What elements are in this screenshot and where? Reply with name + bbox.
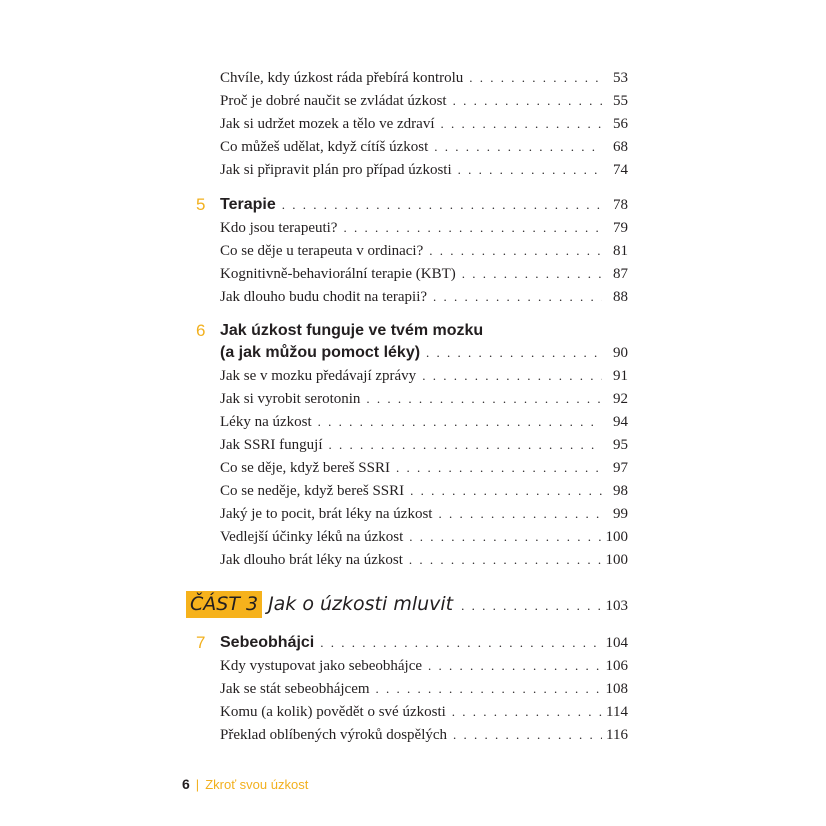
toc-entry	[220, 365, 628, 387]
toc-entry-title: Kdy vystupovat jako sebeobhájce	[220, 658, 423, 674]
toc-entry-title: Jaký je to pocit, brát léky na úzkost	[220, 506, 433, 522]
part-page: 103	[605, 598, 628, 614]
part-title: Jak o úzkosti mluvit	[268, 593, 454, 615]
dot-leader	[282, 194, 602, 216]
dot-leader	[428, 655, 601, 677]
dot-leader	[343, 217, 602, 239]
toc-entry	[220, 263, 628, 285]
dot-leader	[320, 632, 601, 654]
toc-entry	[220, 217, 628, 239]
dot-leader	[453, 724, 602, 746]
toc-entry-title: Léky na úzkost	[220, 414, 312, 430]
toc-entry-title: Vedlejší účinky léků na úzkost	[220, 529, 404, 545]
toc-entry	[220, 724, 628, 746]
toc-entry	[220, 136, 628, 158]
dot-leader	[422, 365, 602, 387]
chapter-title: Jak úzkost funguje ve tvém mozku	[220, 322, 484, 339]
toc-entry-page: 108	[605, 681, 628, 697]
dot-leader	[461, 598, 601, 614]
book-title: Zkroť svou úzkost	[205, 776, 309, 792]
part-heading	[186, 591, 628, 621]
toc-entry	[220, 678, 628, 700]
toc-entry	[220, 159, 628, 181]
toc-entry-page: 116	[606, 727, 628, 743]
toc-entry-page: 88	[613, 289, 628, 305]
dot-leader	[462, 263, 602, 285]
toc-entry	[220, 67, 628, 89]
toc-entry-title: Kdo jsou terapeuti?	[220, 220, 338, 236]
toc-entry	[220, 549, 628, 571]
dot-leader	[376, 678, 602, 700]
dot-leader	[318, 411, 602, 433]
toc-entry-page: 106	[605, 658, 628, 674]
toc-entry-title: Jak se v mozku předávají zprávy	[220, 368, 417, 384]
chapter-number: 5	[196, 195, 206, 214]
dot-leader	[410, 480, 602, 502]
toc-entry	[220, 240, 628, 262]
toc-entry	[220, 457, 628, 479]
toc-entry-title: Jak dlouho budu chodit na terapii?	[220, 289, 428, 305]
toc-entry-title: Co se neděje, když bereš SSRI	[220, 483, 405, 499]
toc-entry	[220, 286, 628, 308]
toc-entry-title: Komu (a kolik) povědět o své úzkosti	[220, 704, 446, 720]
toc-entry-page: 98	[613, 483, 628, 499]
toc-entry-title: Co se děje u terapeuta v ordinaci?	[220, 243, 424, 259]
dot-leader	[458, 159, 602, 181]
chapter-title: Sebeobhájci	[220, 634, 315, 651]
dot-leader	[433, 286, 602, 308]
toc-entry	[220, 526, 628, 548]
part-badge: ČÁST 3	[186, 591, 262, 618]
page-footer	[182, 776, 308, 792]
chapter-title: Terapie	[220, 196, 276, 213]
chapter-page: 78	[613, 197, 628, 213]
footer-separator: |	[195, 776, 200, 792]
toc-entry-title: Co můžeš udělat, když cítíš úzkost	[220, 139, 429, 155]
toc-entry-page: 100	[605, 552, 628, 568]
dot-leader	[434, 136, 602, 158]
dot-leader	[429, 240, 602, 262]
toc-entry-title: Překlad oblíbených výroků dospělých	[220, 727, 448, 743]
toc-entry-title: Proč je dobré naučit se zvládat úzkost	[220, 93, 447, 109]
dot-leader	[469, 67, 602, 89]
page-number: 6	[182, 776, 190, 792]
dot-leader	[453, 90, 602, 112]
chapter-number: 6	[196, 321, 206, 340]
toc-entry-page: 100	[605, 529, 628, 545]
toc-entry-page: 91	[613, 368, 628, 384]
chapter-page: 90	[613, 345, 628, 361]
chapter-heading	[220, 194, 628, 216]
toc-entry	[220, 655, 628, 677]
dot-leader	[329, 434, 602, 456]
chapter-title: (a jak můžou pomoct léky)	[220, 344, 421, 361]
toc-entry-title: Jak se stát sebeobhájcem	[220, 681, 370, 697]
toc-entry	[220, 90, 628, 112]
chapter-heading	[220, 342, 628, 364]
toc-entry-page: 95	[613, 437, 628, 453]
dot-leader	[409, 549, 602, 571]
toc-entry-page: 68	[613, 139, 628, 155]
toc-entry	[220, 701, 628, 723]
toc-entry	[220, 503, 628, 525]
chapter-number: 7	[196, 633, 206, 652]
toc-entry-page: 92	[613, 391, 628, 407]
toc-entry	[220, 434, 628, 456]
chapter-page: 104	[605, 635, 628, 651]
toc-entry-page: 74	[613, 162, 628, 178]
toc-entry	[220, 411, 628, 433]
dot-leader	[452, 701, 602, 723]
toc-entry	[220, 480, 628, 502]
dot-leader	[426, 342, 602, 364]
dot-leader	[438, 503, 602, 525]
toc-entry-title: Jak SSRI fungují	[220, 437, 323, 453]
toc-entry-page: 56	[613, 116, 628, 132]
toc-entry-title: Chvíle, kdy úzkost ráda přebírá kontrolu	[220, 70, 464, 86]
toc-entry-page: 55	[613, 93, 628, 109]
toc-entry-page: 87	[613, 266, 628, 282]
toc-entry-page: 81	[613, 243, 628, 259]
dot-leader	[441, 113, 603, 135]
toc-entry-page: 97	[613, 460, 628, 476]
toc-entry-page: 53	[613, 70, 628, 86]
chapter-heading	[220, 632, 628, 654]
dot-leader	[409, 526, 601, 548]
dot-leader	[396, 457, 602, 479]
toc-entry-title: Jak si připravit plán pro případ úzkosti	[220, 162, 452, 178]
toc-entry-page: 114	[606, 704, 628, 720]
toc-entry	[220, 388, 628, 410]
toc-entry-title: Jak si udržet mozek a tělo ve zdraví	[220, 116, 435, 132]
toc-entry	[220, 113, 628, 135]
toc-entry-title: Jak dlouho brát léky na úzkost	[220, 552, 403, 568]
toc-entry-page: 94	[613, 414, 628, 430]
dot-leader	[366, 388, 602, 410]
toc-entry-title: Jak si vyrobit serotonin	[220, 391, 361, 407]
toc-entry-page: 79	[613, 220, 628, 236]
toc-entry-page: 99	[613, 506, 628, 522]
toc-entry-title: Co se děje, když bereš SSRI	[220, 460, 390, 476]
toc-entry-title: Kognitivně-behaviorální terapie (KBT)	[220, 266, 456, 282]
